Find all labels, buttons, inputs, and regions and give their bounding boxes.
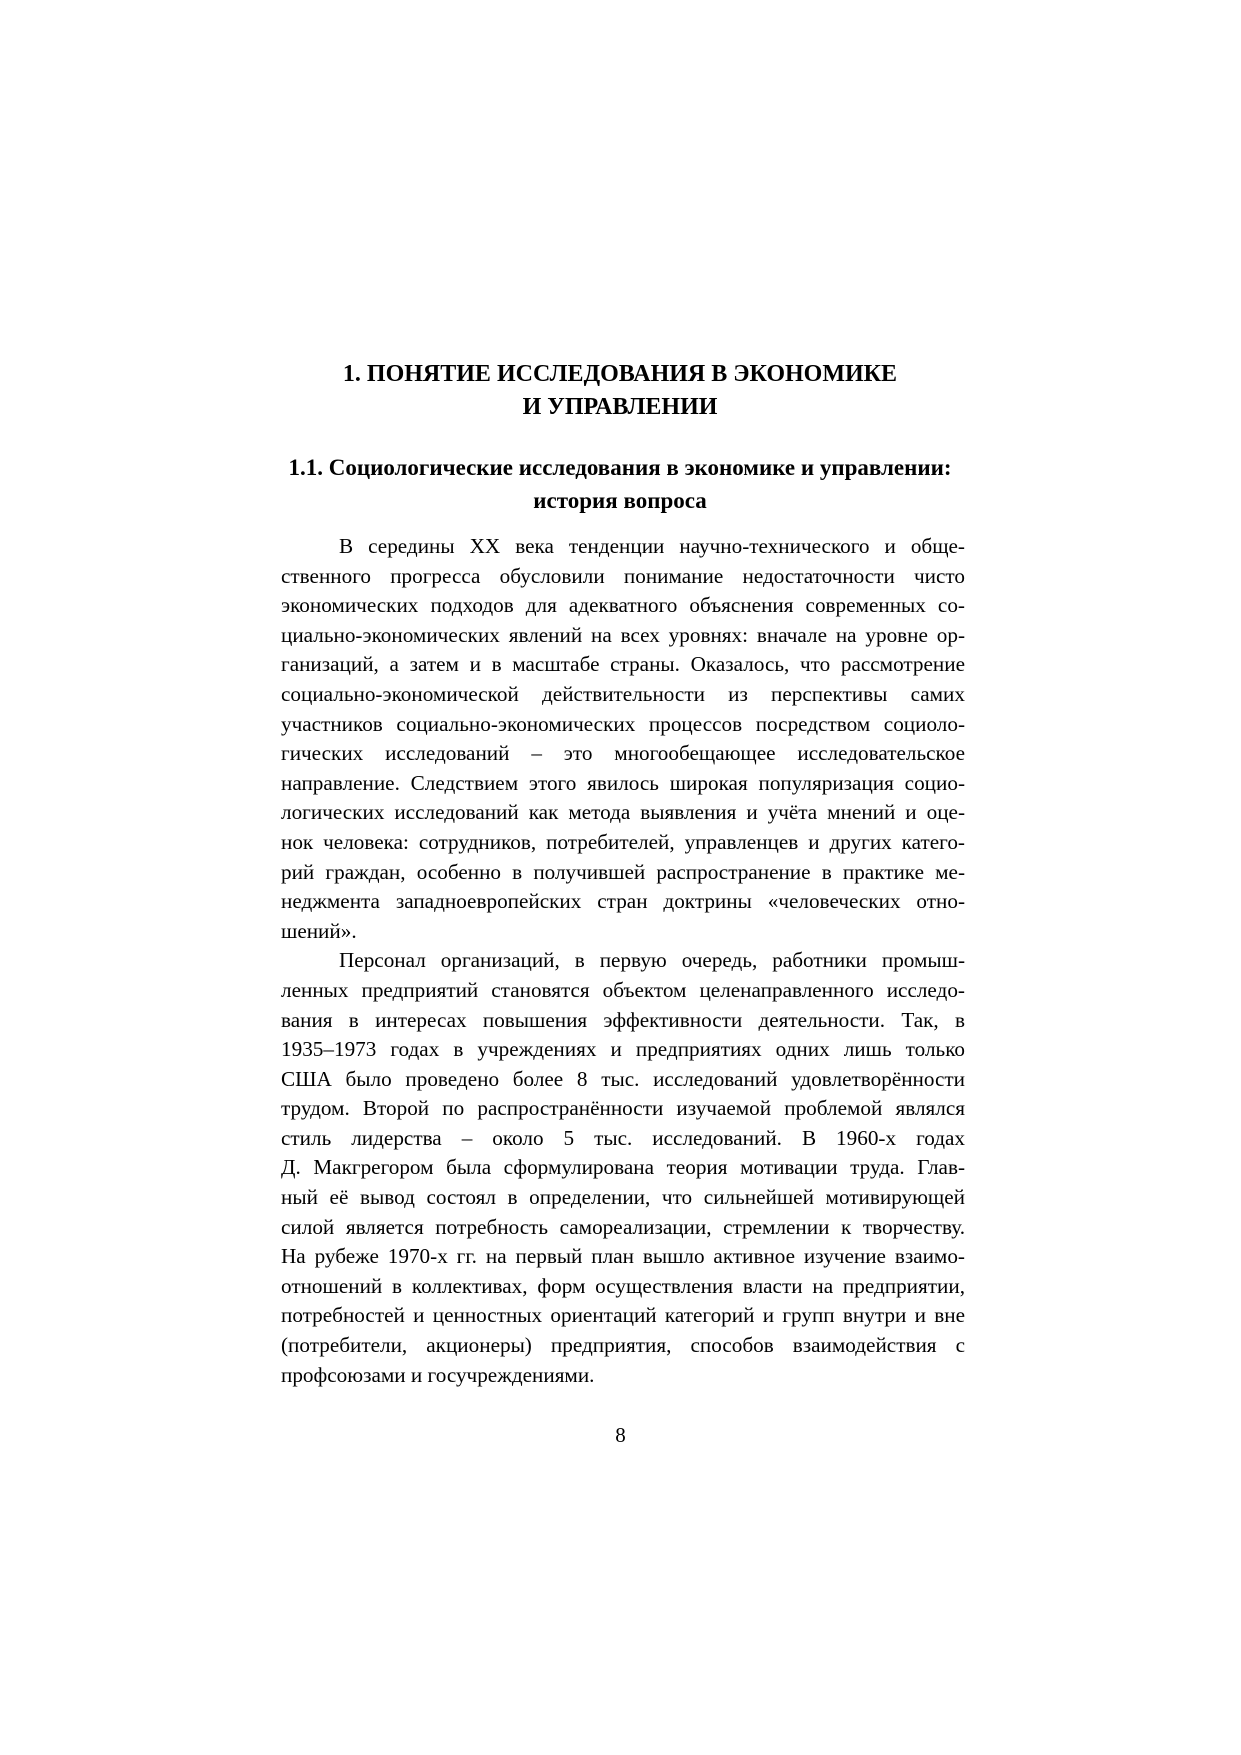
paragraph-line: потребностей и ценностных ориентаций категорий и групп внутри и вне <box>281 1303 965 1328</box>
paragraph-line: социально-экономической действительности из перспективы самих <box>281 681 965 706</box>
paragraph-1 <box>281 532 965 946</box>
paragraph-line: стиль лидерства – около 5 тыс. исследований. В 1960-х годах <box>281 1125 965 1150</box>
paragraph-line: ленных предприятий становятся объектом целенаправленного исследо- <box>281 977 965 1002</box>
paragraph-line: направление. Следствием этого явилось широкая популяризация социо- <box>281 770 965 795</box>
paragraph-line: 1935–1973 годах в учреждениях и предприятиях одних лишь только <box>281 1037 965 1062</box>
paragraph-line: циально-экономических явлений на всех уровнях: вначале на уровне ор- <box>281 622 965 647</box>
section-title-line-1: 1.1. Социологические исследования в экономике и управлении: <box>288 455 952 480</box>
paragraph-line: (потребители, акционеры) предприятия, способов взаимодействия с <box>281 1333 965 1358</box>
paragraph-line: ганизаций, а затем и в масштабе страны. Оказалось, что рассмотрение <box>281 652 965 677</box>
section-title <box>270 451 970 517</box>
paragraph-line: США было проведено более 8 тыс. исследований удовлетворённости <box>281 1066 965 1091</box>
paragraph-line: шений». <box>281 918 357 943</box>
paragraph-line: гических исследований – это многообещающее исследовательское <box>281 741 965 766</box>
paragraph-line: ный её вывод состоял в определении, что сильнейшей мотивирующей <box>281 1185 965 1210</box>
paragraph-line: участников социально-экономических процессов посредством социоло- <box>281 711 965 736</box>
paragraph-line: В середины ХХ века тенденции научно-технического и обще- <box>339 534 965 558</box>
page-number: 8 <box>615 1423 626 1447</box>
paragraph-line: На рубеже 1970-х гг. на первый план вышло активное изучение взаимо- <box>281 1244 965 1269</box>
paragraph-line: профсоюзами и госучреждениями. <box>281 1362 595 1387</box>
chapter-title-line-2: И УПРАВЛЕНИИ <box>522 394 718 420</box>
chapter-title-line-1: 1. ПОНЯТИЕ ИССЛЕДОВАНИЯ В ЭКОНОМИКЕ <box>342 361 898 387</box>
section-title-line-2: история вопроса <box>533 488 707 513</box>
paragraph-line: Д. Макгрегором была сформулирована теория мотивации труда. Глав- <box>281 1155 965 1180</box>
body-text <box>281 532 965 1390</box>
paragraph-line: вания в интересах повышения эффективности деятельности. Так, в <box>281 1007 965 1032</box>
paragraph-line: трудом. Второй по распространённости изучаемой проблемой являлся <box>281 1096 965 1121</box>
paragraph-line: отношений в коллективах, форм осуществления власти на предприятии, <box>281 1273 965 1298</box>
paragraph-line: силой является потребность самореализации, стремлении к творчеству. <box>281 1214 965 1239</box>
paragraph-line: неджмента западноевропейских стран доктрины «человеческих отно- <box>281 889 965 914</box>
paragraph-line: ственного прогресса обусловили понимание недостаточности чисто <box>281 563 965 588</box>
paragraph-line: нок человека: сотрудников, потребителей, управленцев и других катего- <box>281 829 965 854</box>
paragraph-line: логических исследований как метода выявления и учёта мнений и оце- <box>281 800 965 825</box>
chapter-title <box>280 358 960 424</box>
paragraph-line: рий граждан, особенно в получившей распространение в практике ме- <box>281 859 965 884</box>
paragraph-2 <box>281 946 965 1390</box>
paragraph-line: экономических подходов для адекватного объяснения современных со- <box>281 593 965 618</box>
paragraph-line: Персонал организаций, в первую очередь, работники промыш- <box>339 948 965 973</box>
